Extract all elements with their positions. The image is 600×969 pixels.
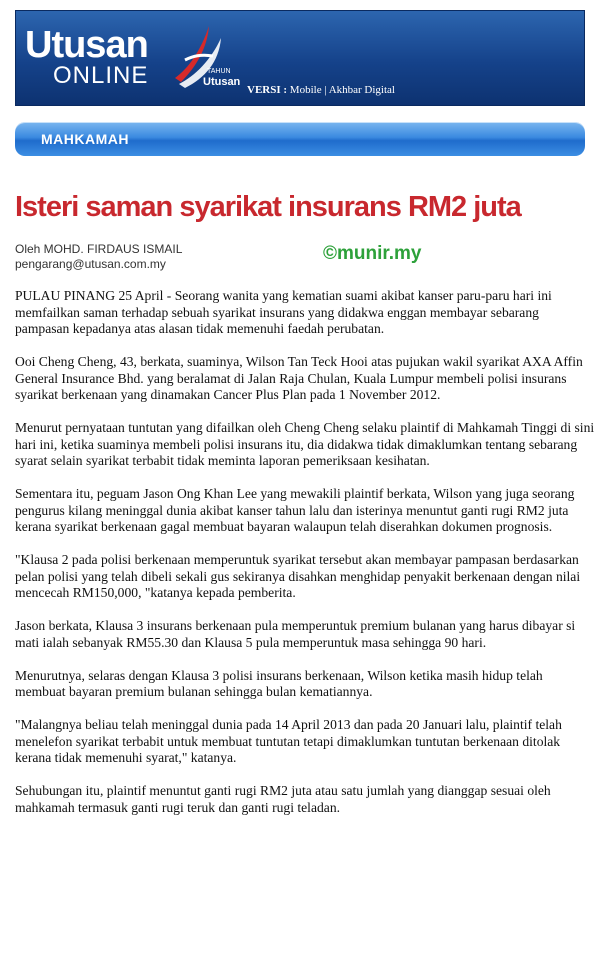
- article-paragraph: "Klausa 2 pada polisi berkenaan memperuntuk syarikat tersebut akan membayar pampasan berdasarkan pelan polisi yang telah dibeli sekali gus sekiranya disahkan menghidap penyakit berkenaan dengan nilai mencecah RM150,000, "katanya kepada pemberita.: [15, 552, 581, 600]
- logo-utusan[interactable]: Utusan: [25, 24, 148, 66]
- byline: [15, 242, 182, 272]
- author-name: Oleh MOHD. FIRDAUS ISMAIL: [15, 242, 183, 256]
- article-paragraph: PULAU PINANG 25 April - Seorang wanita yang kematian suami akibat kanser paru-paru hari ini memfailkan saman terhadap sebuah syarikat insurans yang didakwa enggan membayar sebarang pampasan kepadanya atas alasan tidak memenuhi faedah perubatan.: [15, 288, 552, 336]
- author-email[interactable]: pengarang@utusan.com.my: [15, 257, 166, 271]
- mobile-link[interactable]: Mobile: [289, 84, 322, 96]
- anniversary-seal-icon: [167, 20, 227, 100]
- section-bar[interactable]: [15, 122, 585, 156]
- logo-online[interactable]: ONLINE: [53, 62, 149, 89]
- article-paragraph: "Malangnya beliau telah meninggal dunia pada 14 April 2013 dan pada 20 Januari lalu, plaintif telah menelefon syarikat terbabit untuk membuat tuntutan tetapi dimaklumkan tuntutan berkenaan ditolak kerana tidak memenuhi syarat," katanya.: [15, 717, 562, 765]
- article-paragraph: Menurutnya, selaras dengan Klausa 3 polisi insurans berkenaan, Wilson ketika masih hidup telah membuat bayaran premium bulanan sehingga bulan kematiannya.: [15, 667, 543, 699]
- article-paragraph: Sehubungan itu, plaintif menuntut ganti rugi RM2 juta atau satu jumlah yang dianggap sesuai oleh mahkamah termasuk ganti rugi teruk dan ganti rugi teladan.: [15, 783, 551, 815]
- versi-separator: |: [324, 84, 327, 96]
- version-switcher: [247, 83, 395, 97]
- article-paragraph: Ooi Cheng Cheng, 43, berkata, suaminya, Wilson Tan Teck Hooi atas pujukan wakil syarikat AXA Affin General Insurance Bhd. yang beralamat di Jalan Raja Chulan, Kuala Lumpur membeli polisi insurans syarikat berkenaan yang dinamakan Cancer Plus Plan pada 1 November 2012.: [15, 354, 583, 402]
- article-body: [15, 288, 595, 833]
- site-header: [15, 10, 585, 106]
- article-paragraph: Jason berkata, Klausa 3 insurans berkenaan pula memperuntuk premium bulanan yang harus dibayar si mati ialah sebanyak RM55.30 dan Klausa 5 pula memperuntuk masa sehingga 90 hari.: [15, 618, 576, 650]
- article-paragraph: Sementara itu, peguam Jason Ong Khan Lee yang mewakili plaintif berkata, Wilson yang juga seorang pengurus kilang meninggal dunia akibat kanser tahun lalu dan isterinya menuntut ganti rugi RM2 juta kerana syarikat berkenaan gagal membuat bayaran walaupun telah diserahkan dokumen prognosis.: [15, 486, 575, 534]
- seal-tahun-label: TAHUN: [207, 68, 231, 75]
- seal-utusan-label: Utusan: [203, 76, 241, 88]
- watermark: ©munir.my: [323, 243, 422, 264]
- article-paragraph: Menurut pernyataan tuntutan yang difailkan oleh Cheng Cheng selaku plaintif di Mahkamah Tinggi di sini hari ini, ketika suaminya membeli polisi insurans itu, dia didakwa tidak dimaklumkan tentang sebarang syarat selain syarikat terbabit tidak meminta laporan pemeriksaan kesihatan.: [15, 420, 595, 468]
- versi-label: VERSI :: [247, 84, 288, 96]
- article-headline: Isteri saman syarikat insurans RM2 juta: [15, 191, 521, 223]
- section-label[interactable]: MAHKAMAH: [41, 131, 129, 147]
- akhbar-digital-link[interactable]: Akhbar Digital: [328, 84, 395, 96]
